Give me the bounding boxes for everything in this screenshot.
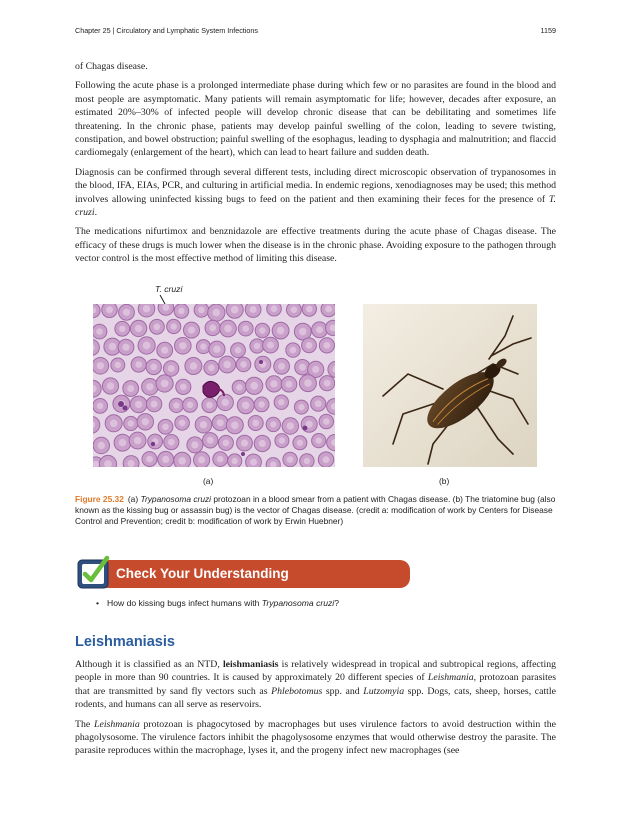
- chapter-title: Chapter 25 | Circulatory and Lymphatic System Infections: [75, 26, 258, 35]
- paragraph: Although it is classified as an NTD, leishmaniasis is relatively widespread in tropical and subtropical regions, affecting people in more than 90 countries. It is caused by approximately 20 different species of Leishmania, protozoan parasites that are transmitted by sand fly vectors such as Phlebotomus spp. and Lutzomyia spp. Dogs, cats, sheep, horses, cattle rodents, and humans can all serve as reservoirs.: [75, 659, 557, 711]
- question-item: • How do kissing bugs infect humans with Trypanosoma cruzi?: [96, 598, 339, 608]
- figure-annotation: T. cruzi: [155, 284, 183, 294]
- body-text-leishmaniasis: [75, 658, 556, 764]
- section-heading: Leishmaniasis: [75, 634, 175, 650]
- check-your-understanding-banner: [90, 560, 410, 588]
- kissing-bug-image: [363, 304, 537, 467]
- banner-title: Check Your Understanding: [116, 566, 289, 581]
- blood-smear-image: [93, 304, 335, 467]
- paragraph: The medications nifurtimox and benznidazole are effective treatments during the acute phase of Chagas disease. The efficacy of these drugs is much lower when the disease is in the chronic phase. Avoiding exposure to the pathogen through vector control is the most effective method of limiting this disease.: [75, 226, 556, 265]
- checkmark-clipboard-icon: [77, 555, 111, 591]
- subfigure-label-b: (b): [439, 476, 450, 486]
- figure-number: Figure 25.32: [75, 494, 124, 504]
- paragraph: of Chagas disease.: [75, 61, 148, 72]
- paragraph: Following the acute phase is a prolonged intermediate phase during which few or no parasites are found in the blood and most people are asymptomatic. Many patients will remain asymptomatic for life; however, decades after exposure, an estimated 20%–30% of infected people will develop chronic disease that can be debilitating and sometimes life threatening. In the chronic phase, patients may develop painful swelling of the colon, leading to severe twisting, constipation, and bowel obstruction; painful swelling of the esophagus, leading to dysphagia and malnutrition; and flaccid cardiomegaly (enlargement of the heart), which can lead to heart failure and sudden death.: [75, 80, 556, 159]
- figure-caption: Figure 25.32 (a) Trypanosoma cruzi protozoan in a blood smear from a patient with Chagas disease. (b) The triatomine bug (also known as the kissing bug or assassin bug) is the vector of Chagas disease. (credit a: modification of work by Centers for Disease Control and Prevention; credit b: modification of work by Erwin Huebner): [75, 494, 556, 527]
- paragraph: The Leishmania protozoan is phagocytosed by macrophages but uses virulence factors to avoid destruction within the phagolysosome. The virulence factors inhibit the phagolysosome enzymes that would otherwise destroy the parasite. The parasite reproduces within the macrophage, lyses it, and the progeny infect new macrophages (see: [75, 718, 557, 757]
- paragraph: Diagnosis can be confirmed through several different tests, including direct microscopic observation of trypanosomes in the blood, IFA, EIAs, PCR, and culturing in artificial media. In endemic regions, xenodiagnoses may be used; this method involves allowing uninfected kissing bugs to feed on the patient and then examining their feces for the presence of T. cruzi.: [75, 166, 556, 219]
- page-number: 1159: [540, 26, 556, 35]
- subfigure-label-a: (a): [203, 476, 214, 486]
